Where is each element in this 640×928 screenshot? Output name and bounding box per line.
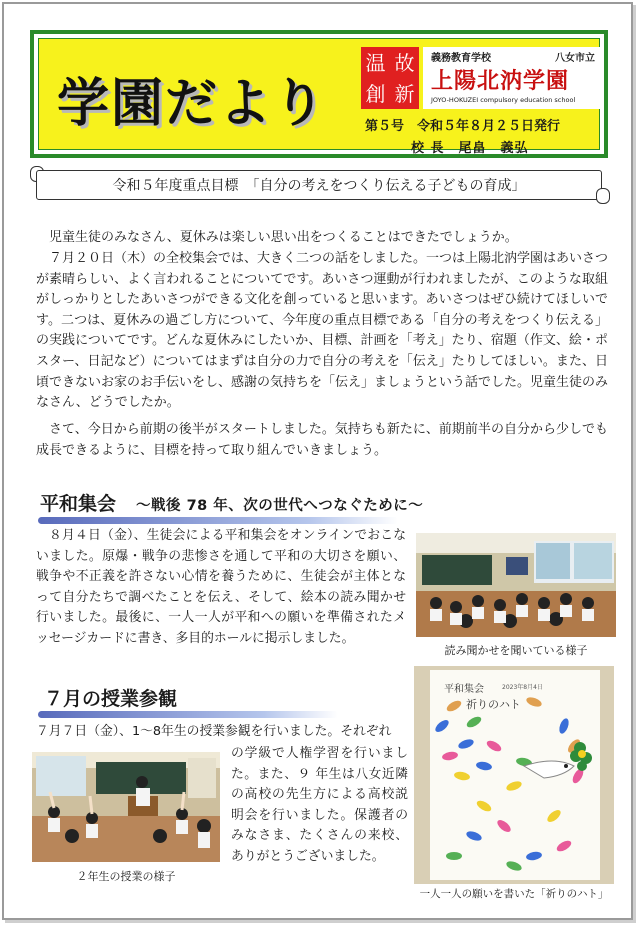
class-body-top: ７月７日（金）、1～8年生の授業参観を行いました。それぞれ xyxy=(36,724,392,739)
reading-photo-caption: 読み聞かせを聞いている様子 xyxy=(444,644,588,657)
intro-paragraph: 児童生徒のみなさん、夏休みは楽しい思い出をつくることはできたでしょうか。 xyxy=(49,230,518,245)
poster-subtitle: 祈りのハト xyxy=(466,698,521,711)
principal-line: 校 長 尾畠 義弘 xyxy=(411,141,529,156)
school-name-roman: JOYO-HOKUZEI compulsory education school xyxy=(431,96,576,104)
motto-char: 故 xyxy=(394,50,415,75)
motto-char: 創 xyxy=(365,81,386,106)
peace-section-heading xyxy=(40,489,423,516)
school-type: 義務教育学校 xyxy=(431,53,491,64)
class-section-heading: ７月の授業参観 xyxy=(44,688,178,710)
issue-line: 第５号 令和５年８月２５日発行 xyxy=(365,119,561,134)
school-city: 八女市立 xyxy=(555,53,595,64)
scroll-curl-right xyxy=(596,188,610,204)
poster-caption: 一人一人の願いを書いた「祈りのハト」 xyxy=(419,888,609,900)
poster-title: 平和集会 xyxy=(444,684,484,695)
class-photo xyxy=(32,752,220,862)
intro-paragraph: ７月２０日（木）の全校集会では、大きく二つの話をしました。一つは上陽北汭学園はあいさつが素晴らしい、よく言われることについてです。あいさつ運動が行われましたが、このような取組がしっかりとしたあいさつができる文化を創っていると思います。あいさつはぜひ続けてほしいです。二つは、夏休みの過ごし方について、今年度の重点目標である「自分の考えをつくり伝える」の実践についてです。どんな夏休みにしたいか、目標、計画を「考え」たり、宿題（作文、絵・ポスター、日記など）についてはまずは自分の力で自分の考えを「伝え」たりしてほしい。また、日頃できないお家のお手伝いをし、感謝の気持ちを「伝え」ましょうという話でした。児童生徒のみなさん、どうでしたか。 xyxy=(36,251,609,411)
class-photo-image xyxy=(32,752,220,862)
peace-dove-poster-photo xyxy=(414,666,614,884)
goal-banner: 令和５年度重点目標 「自分の考えをつくり伝える子どもの育成」 xyxy=(36,170,602,200)
class-photo-caption: ２年生の授業の様子 xyxy=(76,870,176,883)
poster-date-note: 2023年8月4日 xyxy=(502,684,543,691)
school-logo-box xyxy=(423,47,603,109)
class-body-side: の学級で人権学習を行いました。また、９ 年生は八女近隣の高校の先生方による高校説明会を行いました。保護者のみなさま、たくさんの来校、ありがとうございました。 xyxy=(231,746,408,864)
motto-char: 新 xyxy=(394,81,415,106)
motto-char: 温 xyxy=(365,50,386,75)
peace-heading: 平和集会 xyxy=(40,493,117,515)
reading-photo-image xyxy=(416,533,616,637)
peace-body: ８月４日（金）、生徒会による平和集会をオンラインでおこないました。原爆・戦争の悲惨さを通して平和の大切さを願い、戦争や不正義を許さない心情を養うために、生徒会が主体となって自分たちで調べたことを伝え、そして、絵本の読み聞かせ行いました。最後に、一人一人が平和への願いを準備されたメッセージカードに書き、多目的ホールに掲示しました。 xyxy=(36,528,406,646)
reading-photo xyxy=(416,533,616,637)
newsletter-title: 学園だより xyxy=(57,74,328,134)
masthead-panel xyxy=(38,38,600,156)
school-name: 上陽北汭学園 xyxy=(431,69,570,94)
heading-brush-underline xyxy=(38,517,398,524)
motto-seal xyxy=(361,47,419,109)
intro-paragraph: さて、今日から前期の後半がスタートしました。気持ちも新たに、前期前半の自分から少しでも成長できるように、目標を持って取り組んでいきましょう。 xyxy=(36,422,608,458)
peace-subheading: ～戦後 78 年、次の世代へつなぐために～ xyxy=(136,498,424,514)
heading-brush-underline xyxy=(38,711,338,718)
masthead xyxy=(30,30,608,158)
